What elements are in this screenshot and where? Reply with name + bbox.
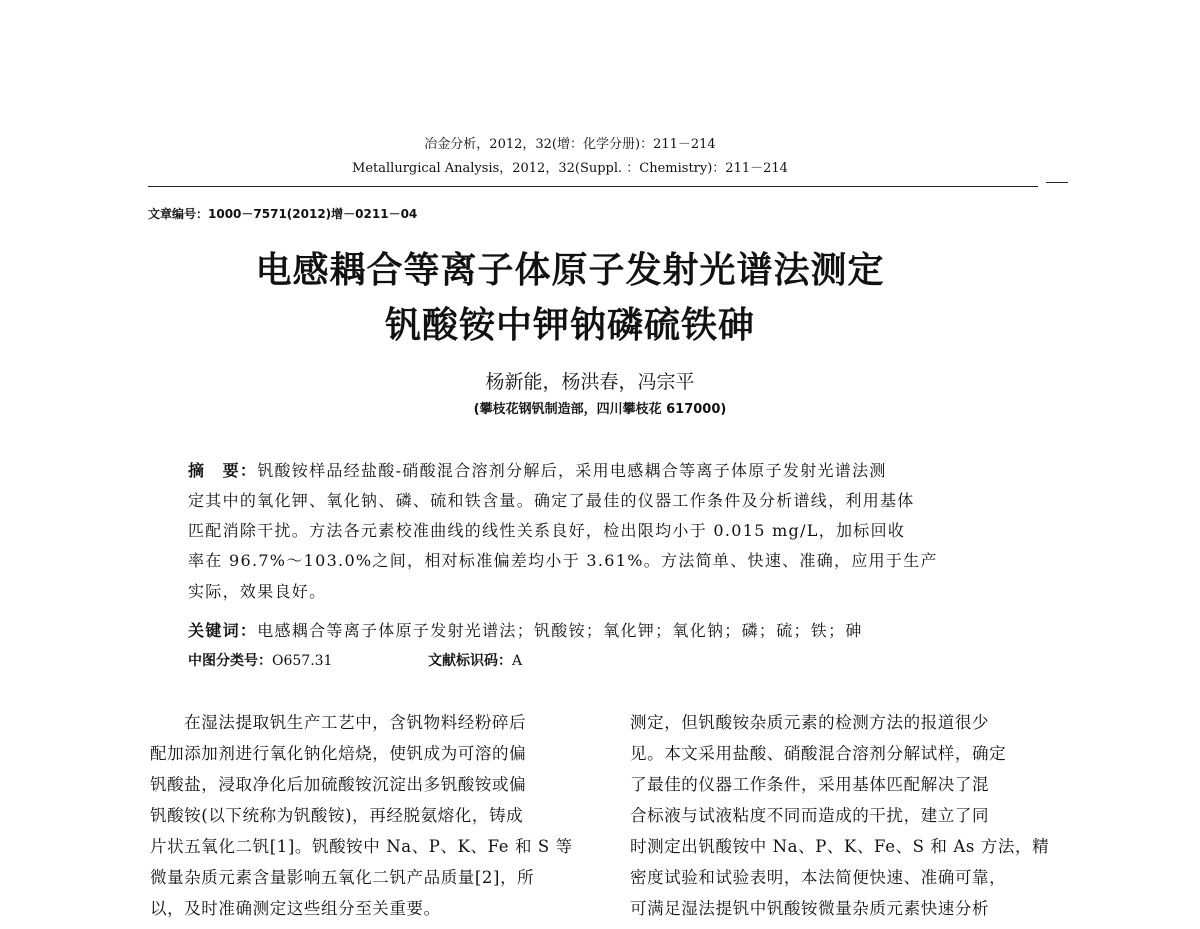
- document-code: [428, 650, 522, 670]
- body-line: 以，及时准确测定这些组分至关重要。: [150, 899, 441, 918]
- journal-header-cn: 冶金分析，2012，32(增：化学分册)：211－214: [424, 137, 716, 152]
- journal-header-en: Metallurgical Analysis，2012，32(Suppl. ：Chemistry)：211－214: [352, 161, 788, 176]
- abstract-line: 率在 96.7%～103.0%之间，相对标准偏差均小于 3.61%。方法简单、快速、准确，应用于生产: [188, 551, 938, 570]
- keywords-value: 电感耦合等离子体原子发射光谱法；钒酸铵；氧化钾；氧化钠；磷；硫；铁；砷: [257, 621, 863, 640]
- affiliation: (攀枝花钢钒制造部，四川攀枝花 617000): [473, 402, 727, 417]
- clc-value: O657.31: [272, 653, 333, 669]
- abstract-line: 匹配消除干扰。方法各元素校准曲线的线性关系良好，检出限均小于 0.015 mg/L，加标回收: [188, 521, 906, 540]
- clc-number: [188, 650, 332, 670]
- authors: 杨新能，杨洪春，冯宗平: [485, 371, 695, 393]
- clc-label: 中图分类号：: [188, 653, 272, 669]
- abstract-line: 定其中的氧化钾、氧化钠、磷、硫和铁含量。确定了最佳的仪器工作条件及分析谱线，利用基体: [188, 491, 915, 510]
- body-line: 时测定出钒酸铵中 Na、P、K、Fe、S 和 As 方法，精: [630, 837, 1050, 856]
- body-line: 钒酸铵(以下统称为钒酸铵)，再经脱氨熔化，铸成: [150, 806, 524, 825]
- body-line: 可满足湿法提钒中钒酸铵微量杂质元素快速分析: [630, 899, 990, 918]
- body-line: 片状五氧化二钒[1]。钒酸铵中 Na、P、K、Fe 和 S 等: [150, 837, 573, 856]
- body-line: 了最佳的仪器工作条件，采用基体匹配解决了混: [630, 775, 990, 794]
- body-line: 测定，但钒酸铵杂质元素的检测方法的报道很少: [630, 713, 990, 732]
- doc-code-value: A: [512, 653, 523, 669]
- keywords: [188, 618, 863, 641]
- header-rule-end: [1046, 182, 1068, 183]
- article-number: 文章编号：1000－7571(2012)增－0211－04: [148, 207, 418, 221]
- doc-code-label: 文献标识码：: [428, 653, 512, 669]
- body-line: 见。本文采用盐酸、硝酸混合溶剂分解试样，确定: [630, 744, 1007, 763]
- keywords-label: 关键词：: [188, 621, 258, 640]
- abstract-line: 实际，效果良好。: [188, 582, 327, 601]
- title-line-1: 电感耦合等离子体原子发射光谱法测定: [255, 250, 885, 291]
- body-line: 密度试验和试验表明，本法简便快速、准确可靠，: [630, 868, 1007, 887]
- title-line-2: 钒酸铵中钾钠磷硫铁砷: [384, 305, 755, 346]
- body-line: 钒酸盐，浸取净化后加硫酸铵沉淀出多钒酸铵或偏: [150, 775, 527, 794]
- header-rule: [148, 186, 1038, 187]
- abstract-label: 摘 要：: [188, 461, 258, 480]
- body-line: 微量杂质元素含量影响五氧化二钒产品质量[2]，所: [150, 868, 535, 887]
- body-line: 合标液与试液粘度不同而造成的干扰，建立了同: [630, 806, 990, 825]
- abstract-line: 钒酸铵样品经盐酸-硝酸混合溶剂分解后，采用电感耦合等离子体原子发射光谱法测: [257, 461, 887, 480]
- body-line: 在湿法提取钒生产工艺中，含钒物料经粉碎后: [150, 713, 527, 732]
- body-line: 配加添加剂进行氧化钠化焙烧，使钒成为可溶的偏: [150, 744, 527, 763]
